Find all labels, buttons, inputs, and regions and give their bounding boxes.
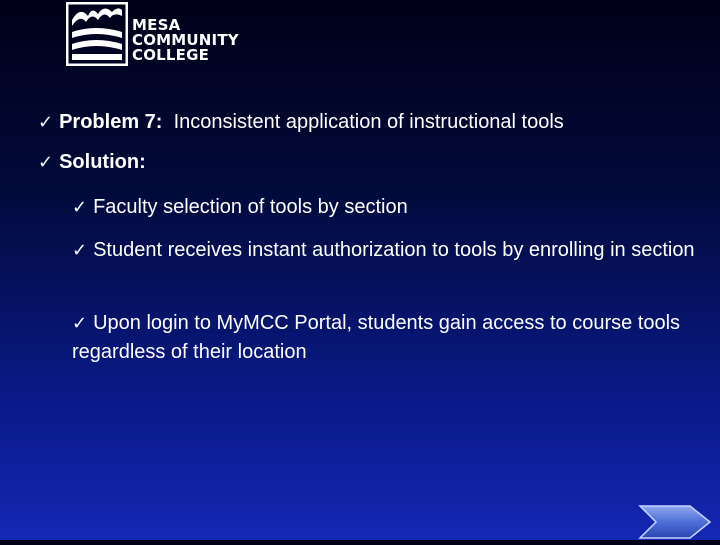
checkmark-icon: ✓ [72, 197, 88, 218]
next-slide-button[interactable] [638, 504, 714, 540]
checkmark-icon: ✓ [72, 240, 88, 261]
checkmark-icon: ✓ [38, 112, 54, 133]
next-arrow-icon [638, 504, 714, 540]
checkmark-icon: ✓ [72, 313, 88, 334]
sub-bullet-text: Student receives instant authorization to tools by enrolling in section [93, 239, 695, 261]
logo-line-college: COLLEGE [132, 46, 210, 64]
mesa-community-college-logo [66, 2, 276, 70]
logo-line-mesa: MESA [132, 16, 181, 34]
logo-line-community: COMMUNITY [132, 31, 239, 49]
sub-bullet-portal-access [72, 309, 717, 366]
logo-wordmark [132, 18, 239, 63]
solution-label: Solution: [59, 151, 146, 173]
sub-bullet-text: Faculty selection of tools by section [93, 196, 408, 218]
problem-text: Inconsistent application of instructional tools [173, 111, 564, 133]
sub-bullet-faculty-selection [72, 193, 717, 222]
problem-label: Problem 7: [59, 111, 163, 133]
bullet-solution [38, 148, 146, 177]
sub-bullet-text: Upon login to MyMCC Portal, students gain access to course tools regardless of their location [72, 312, 681, 363]
college-emblem-icon [66, 2, 128, 66]
checkmark-icon: ✓ [38, 152, 54, 173]
sub-bullet-student-authorization [72, 236, 717, 265]
bullet-problem [38, 108, 564, 137]
